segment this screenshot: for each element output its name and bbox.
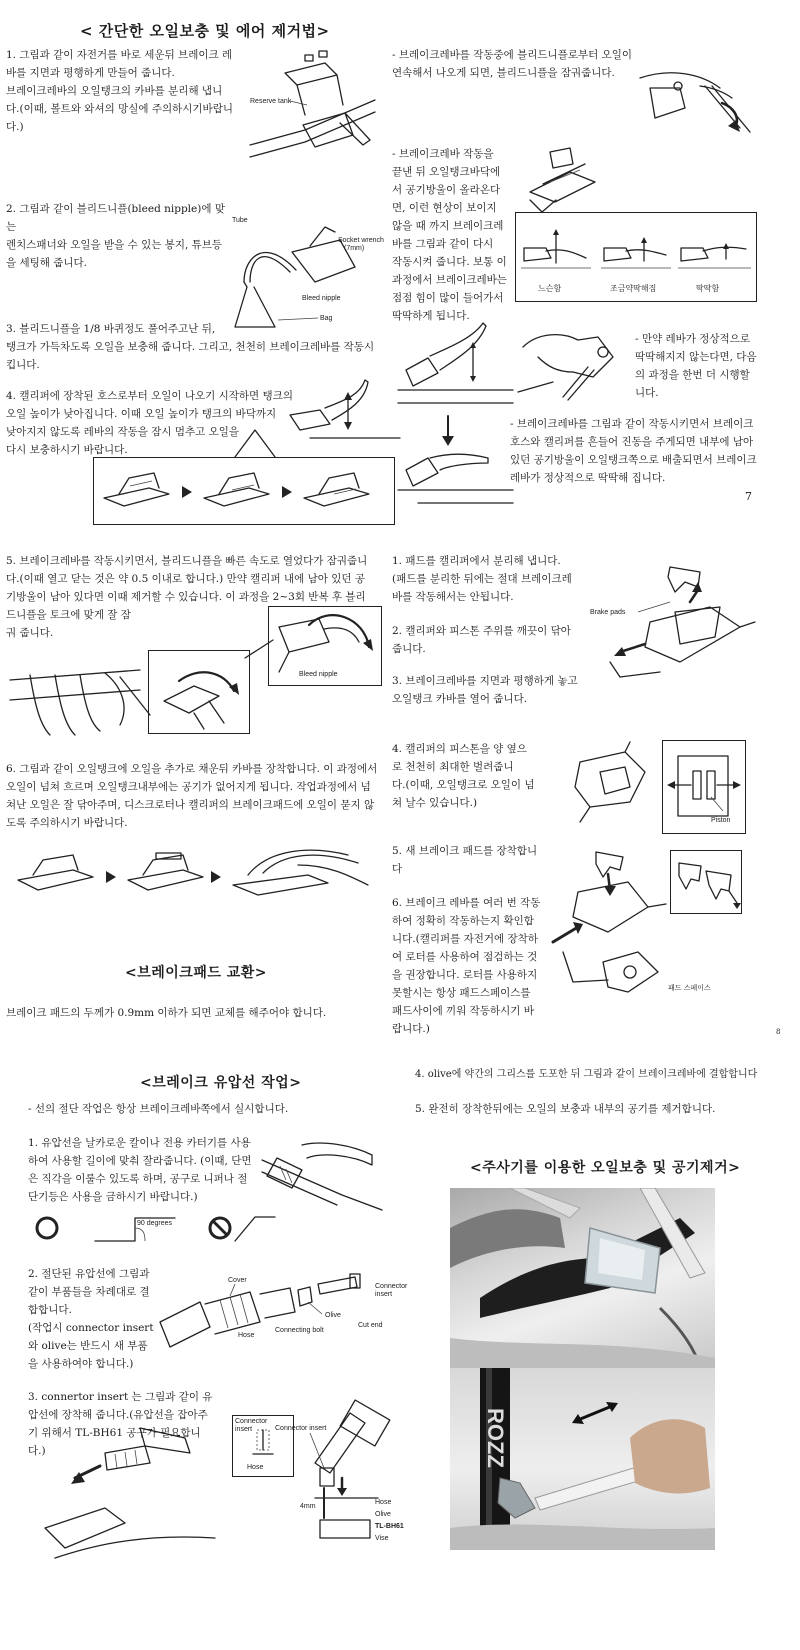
piston-detail-box [662, 740, 746, 834]
syringe-lever-photo [450, 1188, 715, 1368]
new-pad-install-illustration [548, 852, 668, 1002]
label-piston: Piston [711, 817, 731, 824]
label-4mm: 4mm [300, 1503, 316, 1510]
tank-panel-2 [204, 473, 269, 506]
ml-step-6: 6. 그림과 같이 오일탱크에 오일을 추가로 채운뒤 카바를 장착합니다. 이 과정에서 오일이 넘쳐 흐르며 오일탱크내부에는 공기가 없어지게 됩니다. 작업과정에서 넘 쳐난 오일은 잘 닦아주며, 디스크로터나 캘리퍼의 브레이크패드에 오일이 묻지 않 도록 주의하시기 바랍니다. [6, 763, 378, 829]
label-olive: Olive [325, 1312, 341, 1319]
title-brake-pad-replacement: <브레이크패드 교환> [125, 965, 268, 981]
label-cut-end: Cut end [358, 1322, 383, 1329]
cover-seq-panel-2 [128, 853, 203, 890]
state-label-loose: 느슨함 [538, 284, 562, 293]
bl-intro: - 선의 절단 작업은 항상 브레이크레바쪽에서 실시합니다. [28, 1103, 289, 1115]
page-number-7: 7 [745, 490, 752, 503]
arrow-right-icon [282, 486, 292, 498]
tank-panel-3 [304, 473, 369, 506]
label-olive-2: Olive [375, 1511, 391, 1518]
label-pad-spacer: 패드 스페이스 [668, 984, 711, 992]
label-bleed-nipple-2: Bleed nipple [299, 671, 338, 678]
label-hose-box: Hose [247, 1464, 264, 1471]
bleed-nipple-detail-box [268, 606, 382, 686]
bleed-nipple-close-illustration [640, 48, 760, 138]
svg-text:insert: insert [375, 1291, 393, 1298]
lever-reserve-tank-illustration [245, 45, 385, 165]
lever-state-firm [678, 243, 751, 268]
mr-step-6: 6. 브레이크 레바를 여러 번 작동 하여 정확히 작동하는지 확인합 니다.(캘리퍼를 자전거에 장착하 여 로터를 사용하여 점검하는 것 을 권장합니다. 로터를 사용하지 못할시는 항상 패드스페이스를 패드사이에 끼워 작동하시기 바 랍니다.) [392, 897, 541, 1035]
tr-note-2: - 브레이크레바 작동을 끝낸 뒤 오일탱크바닥에 서 공기방울이 올라온다 면, 이런 현상이 보이지 않을 때 까지 브레이크레 바를 그림과 같이 다시 작동시켜 줍니다. 보통 이 과정에서 브레이크레바는 점점 힘이 많이 들어가서 딱딱하게 됩니다. [392, 148, 507, 322]
mr-step-3: 3. 브레이크레바를 지면과 평행하게 놓고 오일탱크 카바를 열어 줍니다. [392, 675, 578, 705]
label-cover: Cover [228, 1277, 247, 1284]
arrow-right-icon [106, 871, 116, 883]
svg-text:(7mm): (7mm) [344, 245, 365, 252]
tank-panel-1 [104, 473, 169, 506]
cut-angle-illustration [35, 1213, 275, 1243]
mr-step-5: 5. 새 브레이크 패드를 장착합니 다 [392, 845, 538, 875]
label-90-degrees: 90 degrees [137, 1220, 173, 1227]
new-pad-detail-box [670, 850, 742, 914]
title-hydraulic-hose-work: <브레이크 유압선 작업> [140, 1075, 302, 1091]
state-label-firm: 딱딱함 [696, 284, 720, 293]
ml-pad-text: 브레이크 패드의 두께가 0.9mm 이하가 되면 교체를 해주어야 합니다. [6, 1007, 327, 1019]
lever-press-sequence-illustration [398, 318, 513, 518]
label-hose: Hose [238, 1332, 255, 1339]
arrow-right-icon [211, 871, 221, 883]
page-mark-8: 8 [776, 1028, 781, 1036]
bl-step-3: 3. connertor insert 는 그림과 같이 유 압선에 장착해 줍니다.(유압선을 잡아주 기 위해서 TL-BH61 공구가 필요합니 다.) [28, 1391, 213, 1457]
lever-state-loose [521, 229, 591, 268]
lever-pump-illustration [290, 380, 400, 450]
label-connecting-bolt: Connecting bolt [275, 1327, 324, 1334]
mr-step-1: 1. 패드를 캘리퍼에서 분리해 냅니다. (패드를 분리한 뒤에는 절대 브레이크레 바를 작동해서는 안됩니다. [392, 555, 572, 603]
bl-step-1: 1. 유압선을 날카로운 칼이나 전용 카터기를 사용 하여 사용할 길이에 맞춰 잘라줍니다. (이때, 단면 은 직각을 이룰수 있도록 하며, 공구로 니퍼나 절 단기등은 사용을 금하시기 바랍니다.) [28, 1137, 252, 1203]
mr-step-2: 2. 캘리퍼와 피스톤 주위를 깨끗이 닦아 줍니다. [392, 625, 571, 655]
bleed-nipple-bag-illustration [230, 212, 384, 332]
hose-connector-parts-illustration [160, 1272, 410, 1362]
state-label-firming: 조금약딱해짐 [610, 284, 657, 293]
label-connector-insert-2: Connector insert [275, 1425, 327, 1432]
hand-caliper-illustration [518, 322, 633, 402]
syringe-caliper-photo [450, 1368, 715, 1550]
svg-text:ROZZ: ROZZ [483, 1408, 508, 1468]
label-hose-2: Hose [375, 1499, 392, 1506]
lever-state-firming [601, 237, 671, 268]
br-step-4: 4. olive에 약간의 그리스를 도포한 뒤 그림과 같이 브레이크레바에 결합합니다 [415, 1069, 758, 1080]
bl-step-2: 2. 절단된 유압선에 그림과 같이 부품들을 차례대로 결 합합니다. (작업시 connector insert 와 olive는 반드시 새 부품 을 사용하여야 합니다.) [28, 1268, 154, 1370]
hand-grip-lever-illustration [10, 665, 150, 740]
caliper-piston-illustration [570, 742, 660, 822]
label-reserve-tank: Reserve tank [250, 98, 292, 105]
tl-step-3: 3. 블리드니플을 1/8 바퀴정도 풀어주고난 뒤, 탱크가 가득차도록 오일을 보충해 줍니다. 그리고, 천천히 브레이크레바를 작동시 킵니다. [6, 323, 375, 371]
label-bleed-nipple: Bleed nipple [302, 295, 341, 302]
label-connector-insert: Connector [375, 1283, 408, 1290]
caliper-hand-box [148, 650, 250, 734]
title-syringe-bleeding: <주사기를 이용한 오일보충 및 공기제거> [470, 1160, 741, 1176]
tr-note-1: - 브레이크레바를 작동중에 블리드니플로부터 오일이 연속해서 나오게 되면, 블리드니플을 잠궈줍니다. [392, 49, 633, 79]
label-bag: Bag [320, 315, 333, 322]
br-step-5: 5. 완전히 장착한뒤에는 오일의 보충과 내부의 공기를 제거합니다. [415, 1103, 716, 1115]
label-ci-box: Connector insert [235, 1418, 268, 1433]
tank-level-sequence-box [93, 457, 395, 525]
tr-note-3: - 만약 레바가 정상적으로 딱딱해지지 않는다면, 다음 의 과정을 한번 더 시행할 니다. [635, 333, 757, 399]
cover-install-sequence-illustration [18, 845, 388, 905]
tr-note-4: - 브레이크레바를 그림과 같이 작동시키면서 브레이크 호스와 캘리퍼를 흔들어 진동을 주게되면 내부에 남아 있던 공기방울이 오일탱크쪽으로 배출되면서 브레이크 레바가 정상적으로 딱딱해 집니다. [510, 418, 757, 484]
label-tube: Tube [232, 217, 248, 224]
connector-insert-detail-box [232, 1415, 294, 1477]
title-oil-refill-air-removal: < 간단한 오일보충 및 에어 제거법> [80, 22, 330, 40]
ml-step-5: 5. 브레이크레바를 작동시키면서, 블리드니플을 빠른 속도로 열었다가 잠궈줍니 다.(이때 열고 닫는 것은 약 0.5 이내로 합니다.) 만약 캘리퍼 내에 남아 있던 공 기방울이 남아 있다면 이때 제거할 수 있습니다. 이 과정을 2~3회 반복 후 블리 드니플을 토크에 맞게 잘 잠 궈 줍니다. [6, 555, 368, 639]
hose-cutting-illustration [262, 1140, 392, 1215]
label-vise: Vise [375, 1535, 389, 1542]
connector-insert-install-illustration [45, 1408, 220, 1558]
tl-step-2: 2. 그림과 같이 블리드니플(bleed nipple)에 맞는 렌치스패너와 오일을 받을 수 있는 봉지, 튜브등 을 세팅해 줍니다. [6, 203, 225, 269]
arrow-right-icon [182, 486, 192, 498]
tl-step-1: 1. 그림과 같이 자전거를 바로 세운뒤 브레이크 레 바를 지면과 평행하게 만들어 줍니다. 브레이크레바의 오일탱크의 카바를 분리해 냅니 다.(이때, 볼트와 와셔의 망실에 주의하시기바랍니 다.) [6, 49, 233, 133]
tl-step-4: 4. 캘리퍼에 장착된 호스로부터 오일이 나오기 시작하면 탱크의 오일 높이가 낮아집니다. 이때 오일 높이가 탱크의 바닥까지 낮아지지 않도록 레바의 작동을 잠시 멈추고 오일을 다시 보충하시기 바랍니다. [6, 390, 293, 456]
double-arrow-icon [570, 1398, 620, 1428]
label-tool: TL-BH61 [375, 1523, 404, 1530]
cover-seq-panel-1 [18, 855, 93, 890]
lever-state-box [515, 212, 757, 302]
brake-pads-removal-illustration [590, 552, 765, 682]
cover-seq-panel-3 [233, 850, 368, 895]
label-socket-wrench: Socket wrench [338, 237, 384, 244]
label-brake-pads: Brake pads [590, 609, 626, 616]
mr-step-4: 4. 캘리퍼의 피스톤을 양 옆으 로 천천히 최대한 벌려줍니 다.(이때, 오일탱크로 오일이 넘 쳐 날수 있습니다.) [392, 743, 535, 809]
